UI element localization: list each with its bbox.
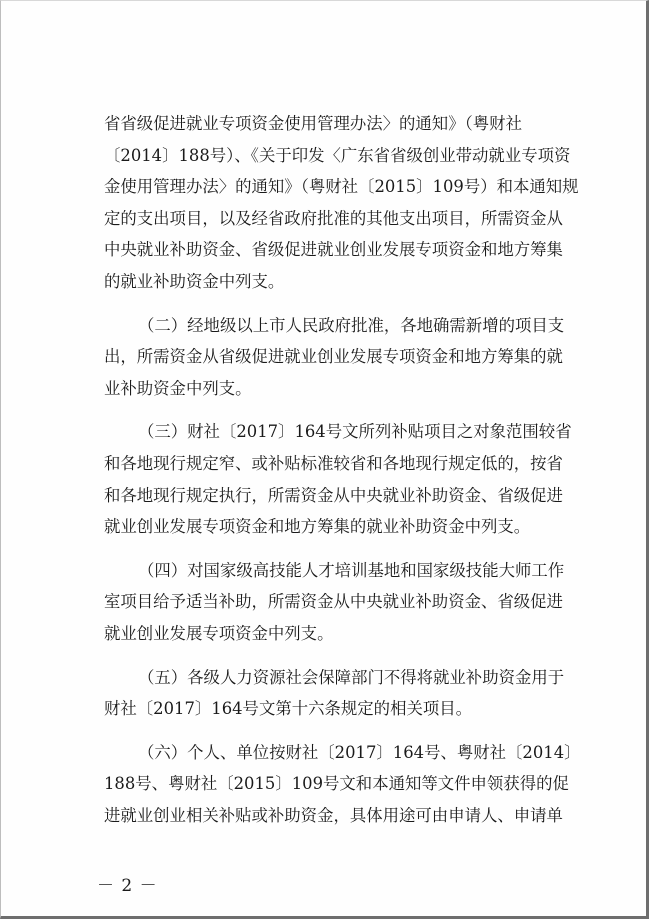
paragraph	[104, 108, 624, 298]
paragraph-gap	[104, 725, 624, 737]
page-number: － 2 －	[97, 876, 158, 896]
text-line: 和各地现行规定执行，所需资金从中央就业补助资金、省级促进	[104, 485, 563, 505]
paragraph	[104, 737, 624, 832]
text-line: 和各地现行规定窄、或补贴标准较省和各地现行规定低的，按省	[104, 453, 563, 473]
paragraph	[104, 416, 624, 542]
paragraph	[104, 662, 624, 725]
paragraph-gap	[104, 404, 624, 416]
paragraph-gap	[104, 298, 624, 310]
text-line: （三）财社〔2017〕164号文所列补贴项目之对象范围较省	[138, 422, 572, 442]
text-line: 业补助资金中列支。	[104, 378, 252, 398]
paragraph	[104, 555, 624, 650]
text-line: 进就业创业相关补贴或补助资金，具体用途可由申请人、申请单	[104, 805, 563, 825]
paragraph-gap	[104, 543, 624, 555]
text-line: 中央就业补助资金、省级促进就业创业发展专项资金和地方筹集	[104, 240, 563, 260]
text-line: 就业创业发展专项资金和地方筹集的就业补助资金中列支。	[104, 517, 531, 537]
text-line: 金使用管理办法〉的通知》（粤财社〔2015〕109号）和本通知规	[104, 177, 579, 197]
paragraph-gap	[104, 650, 624, 662]
text-line: （六）个人、单位按财社〔2017〕164号、粤财社〔2014〕	[138, 742, 581, 762]
document-body	[104, 108, 624, 831]
text-line: 188号、粤财社〔2015〕109号文和本通知等文件申领获得的促	[104, 774, 569, 794]
text-line: （五）各级人力资源社会保障部门不得将就业补助资金用于	[138, 667, 565, 687]
text-line: 〔2014〕188号）、《关于印发〈广东省省级创业带动就业专项资	[104, 145, 571, 165]
text-line: （四）对国家级高技能人才培训基地和国家级技能大师工作	[138, 560, 565, 580]
text-line: 室项目给予适当补助，所需资金从中央就业补助资金、省级促进	[104, 592, 563, 612]
text-line: 省省级促进就业专项资金使用管理办法〉的通知》（粤财社	[104, 114, 522, 133]
text-line: 财社〔2017〕164号文第十六条规定的相关项目。	[104, 699, 473, 719]
text-line: （二）经地级以上市人民政府批准，各地确需新增的项目支	[138, 315, 565, 335]
text-line: 就业创业发展专项资金中列支。	[104, 623, 334, 643]
text-line: 定的支出项目，以及经省政府批准的其他支出项目，所需资金从	[104, 208, 563, 228]
text-line: 的就业补助资金中列支。	[104, 271, 285, 291]
paragraph	[104, 310, 624, 405]
text-line: 出，所需资金从省级促进就业创业发展专项资金和地方筹集的就	[104, 347, 563, 367]
